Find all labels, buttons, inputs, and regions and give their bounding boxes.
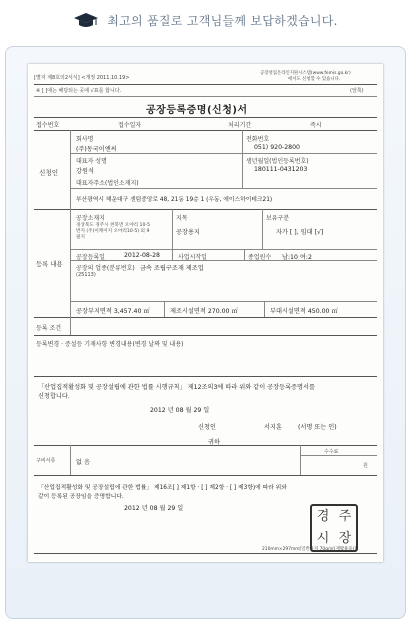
receipt-number-label: 접수번호 <box>36 122 60 129</box>
factory-address-value-1: 경상북도 경주시 천북면 오야리 10-5 <box>76 223 150 228</box>
certification-statement-2: 같이 등록된 공장임을 증명합니다. <box>38 494 124 500</box>
employees-value: 남:10 여:2 <box>282 254 312 261</box>
birth-date-label: 생년월일(법인등록번호) <box>246 158 309 165</box>
factory-address-value-2: 번지 (주)이케이지 오야리10-5) 외 9 <box>76 229 150 234</box>
sign-note: (서명 또는 인) <box>298 424 337 431</box>
applicant-section-label: 신청인 <box>39 169 59 177</box>
phone-label: 전화번호 <box>246 136 270 143</box>
factory-address-value-3: 필지 <box>76 235 85 240</box>
fee-value: 원 <box>363 463 368 469</box>
business-start-label: 사업시작일 <box>178 254 207 261</box>
industry-code: (25113) <box>76 272 96 278</box>
recipient-label: 귀하 <box>208 439 220 446</box>
auxiliary-area: 부대시설면적 450.00 ㎡ <box>270 308 338 315</box>
industry-label: 공장의 업종(분류번호) <box>76 265 135 272</box>
required-documents-value: 없 음 <box>76 459 90 466</box>
form-number: [별지 제8호의2서식] <개정 2011.10.19> <box>34 75 130 81</box>
front-side-label: (앞쪽) <box>350 88 364 94</box>
fee-label: 수수료 <box>324 449 339 455</box>
receipt-date-label: 접수일자 <box>118 122 142 129</box>
page-header <box>0 0 411 40</box>
factory-address-label: 공장소재지 <box>76 215 105 222</box>
online-system-note: 공장설립온라인지원시스템(www.femis.go.kr) <box>260 71 351 76</box>
site-area: 공장부지면적 3,457.40 ㎡ <box>76 308 150 315</box>
industry-value: 금속 조립구조재 제조업 <box>140 265 204 272</box>
change-record-label: 등록변경 · 증설등 기재사항 변경내용(변경 날짜 및 내용) <box>36 341 184 348</box>
graduation-cap-icon <box>73 11 99 29</box>
application-statement-1: 「산업집적활성화 및 공장설립에 관한 법률 시행규칙」 제12조의3에 따라 위와 같이 공장등록증명서를 <box>38 384 315 391</box>
processing-period-value: 즉시 <box>310 122 322 129</box>
application-date: 2012 년 08 월 29 일 <box>150 407 210 414</box>
company-name-label: 회사명 <box>76 136 94 143</box>
land-category-label: 지목 <box>176 215 188 222</box>
registration-date-value: 2012-08-28 <box>124 252 160 259</box>
employees-label: 종업원수 <box>248 254 272 261</box>
application-statement-2: 신청합니다. <box>38 393 70 400</box>
land-category-value: 공장용지 <box>176 229 200 236</box>
registration-section-label: 등록 내용 <box>36 260 63 268</box>
document-title: 공장등록증명(신청)서 <box>146 105 248 116</box>
header-slogan: 최고의 품질로 고객님들께 보답하겠습니다. <box>107 13 338 28</box>
representative-value: 강원석 <box>76 168 94 175</box>
factory-registration-document <box>28 64 383 562</box>
official-seal: 경 주 시 장 <box>310 504 358 552</box>
registration-date-label: 공장등록일 <box>76 254 105 261</box>
certification-date: 2012 년 08 월 29 일 <box>124 505 184 512</box>
ownership-label: 보유구분 <box>266 215 290 222</box>
address-label: 대표자주소(법인소재지) <box>76 180 139 187</box>
required-documents-label: 구비서류 <box>36 458 56 464</box>
company-name-value: (주)동국이엔씨 <box>76 146 117 153</box>
ownership-value: 자가 [ ], 임대 [√] <box>276 229 324 236</box>
birth-date-value: 180111-0431203 <box>254 166 308 173</box>
manufacturing-area: 제조시설면적 270.00 ㎡ <box>170 308 238 315</box>
check-note: ※ [ ]에는 해당되는 곳에 √표를 합니다. <box>36 88 122 94</box>
paper-size-footer: 210mm×297mm[일반용지 70g/㎡(재활용품)] <box>262 547 356 552</box>
conditions-label: 등록 조건 <box>36 325 62 332</box>
phone-value: 051) 920-2800 <box>254 144 300 151</box>
applicant-name: 서지훈 <box>264 424 282 431</box>
certification-statement-1: 「산업집적활성화 및 공장설립에 관한 법률」 제16조[ ] 제1항 · [ ] 제2항 · [ ] 제3항)에 따라 위와 <box>38 485 287 491</box>
processing-period-label: 처리기간 <box>228 122 252 129</box>
online-system-note-2: 에서도 신청할 수 있습니다. <box>288 77 341 82</box>
representative-label: 대표자 성명 <box>76 158 107 165</box>
applicant-sign-label: 신청인 <box>198 424 216 431</box>
address-value: 부산광역시 해운대구 센텀중앙로 48, 21동 19층 1 (우동, 에이스하이테크21) <box>76 197 273 203</box>
